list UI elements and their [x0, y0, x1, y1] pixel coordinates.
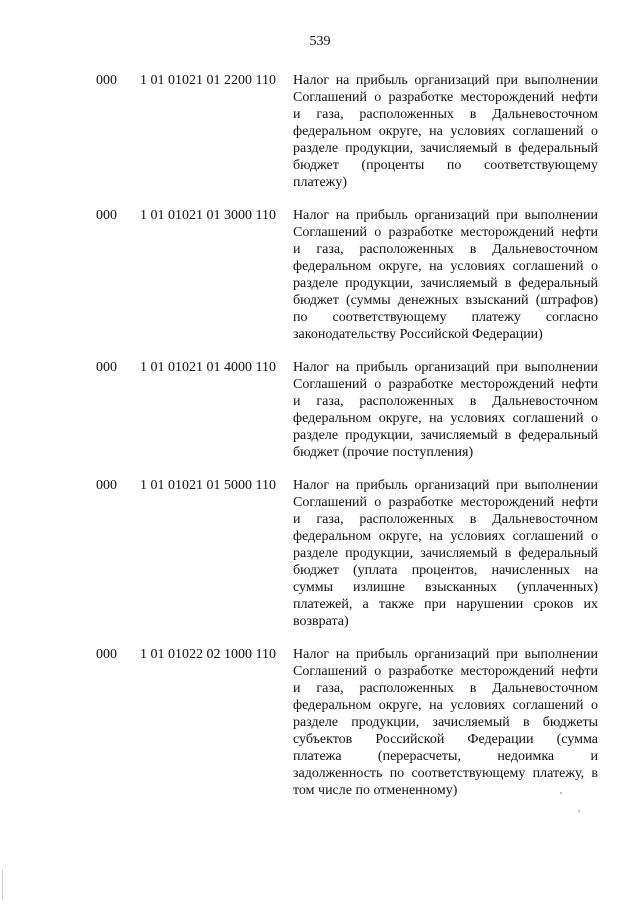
description-line: Соглашений о разработке месторождений нефти: [293, 225, 598, 240]
description-line: разделе продукции, зачисляемый в федеральный: [293, 276, 598, 291]
description-line: федеральном округе, на условиях соглашений о: [293, 529, 598, 544]
description-line: и газа, расположенных в Дальневосточном: [293, 107, 598, 122]
description-line: Налог на прибыль организаций при выполнении: [293, 360, 598, 375]
kbk-code: 1 01 01021 01 3000 110: [140, 208, 276, 223]
description-line: задолженность по соответствующему платежу, в: [293, 766, 598, 781]
description-line: платежей, а также при нарушении сроков их: [293, 597, 598, 612]
description-line: субъектов Российской Федерации (сумма: [293, 732, 598, 747]
description-line: бюджет (проценты по соответствующему: [293, 158, 598, 173]
description-line: Соглашений о разработке месторождений нефти: [293, 664, 598, 679]
kbk-code: 1 01 01022 02 1000 110: [140, 647, 276, 662]
scan-artifact-line: [2, 870, 3, 900]
kbk-entry-list: [0, 72, 640, 815]
description-line: платежу): [293, 175, 347, 190]
kbk-description: [293, 646, 598, 799]
kbk-description: [293, 72, 598, 191]
admin-code: 000: [96, 478, 117, 493]
description-line: суммы излишне взысканных (уплаченных): [293, 580, 598, 595]
description-line: законодательству Российской Федерации): [293, 327, 543, 342]
admin-code: 000: [96, 208, 117, 223]
description-line: по соответствующему платежу согласно: [293, 310, 598, 325]
description-line: федеральном округе, на условиях соглашений о: [293, 259, 598, 274]
description-line: и газа, расположенных в Дальневосточном: [293, 242, 598, 257]
description-line: бюджет (суммы денежных взысканий (штрафов): [293, 293, 598, 308]
description-line: федеральном округе, на условиях соглашений о: [293, 411, 598, 426]
admin-code: 000: [96, 73, 117, 88]
description-line: разделе продукции, зачисляемый в бюджеты: [293, 715, 598, 730]
description-line: и газа, расположенных в Дальневосточном: [293, 681, 598, 696]
kbk-description: [293, 207, 598, 343]
kbk-description: [293, 477, 598, 630]
admin-code: 000: [96, 360, 117, 375]
scan-artifact-dot: [560, 792, 562, 794]
description-line: федеральном округе, на условиях соглашений о: [293, 124, 598, 139]
kbk-entry: [0, 646, 640, 799]
kbk-code: 1 01 01021 01 4000 110: [140, 360, 276, 375]
description-line: Соглашений о разработке месторождений нефти: [293, 377, 598, 392]
kbk-entry: [0, 72, 640, 191]
kbk-code: 1 01 01021 01 5000 110: [140, 478, 276, 493]
description-line: Налог на прибыль организаций при выполнении: [293, 208, 598, 223]
description-line: бюджет (уплата процентов, начисленных на: [293, 563, 598, 578]
description-line: платежа (перерасчеты, недоимка и: [293, 749, 598, 764]
kbk-description: [293, 359, 598, 461]
admin-code: 000: [96, 647, 117, 662]
description-line: Соглашений о разработке месторождений нефти: [293, 90, 598, 105]
page-number: 539: [309, 34, 331, 49]
kbk-entry: [0, 359, 640, 461]
description-line: Налог на прибыль организаций при выполнении: [293, 647, 598, 662]
description-line: разделе продукции, зачисляемый в федеральный: [293, 546, 598, 561]
description-line: и газа, расположенных в Дальневосточном: [293, 512, 598, 527]
description-line: возврата): [293, 614, 349, 629]
description-line: и газа, расположенных в Дальневосточном: [293, 394, 598, 409]
description-line: разделе продукции, зачисляемый в федеральный: [293, 428, 598, 443]
kbk-code: 1 01 01021 01 2200 110: [140, 73, 276, 88]
kbk-entry: [0, 477, 640, 630]
description-line: Налог на прибыль организаций при выполнении: [293, 73, 598, 88]
description-line: федеральном округе, на условиях соглашений о: [293, 698, 598, 713]
description-line: бюджет (прочие поступления): [293, 445, 474, 460]
scan-artifact-dot: [578, 810, 580, 812]
description-line: разделе продукции, зачисляемый в федеральный: [293, 141, 598, 156]
description-line: том числе по отмененному): [293, 783, 458, 798]
description-line: Налог на прибыль организаций при выполнении: [293, 478, 598, 493]
description-line: Соглашений о разработке месторождений нефти: [293, 495, 598, 510]
kbk-entry: [0, 207, 640, 343]
